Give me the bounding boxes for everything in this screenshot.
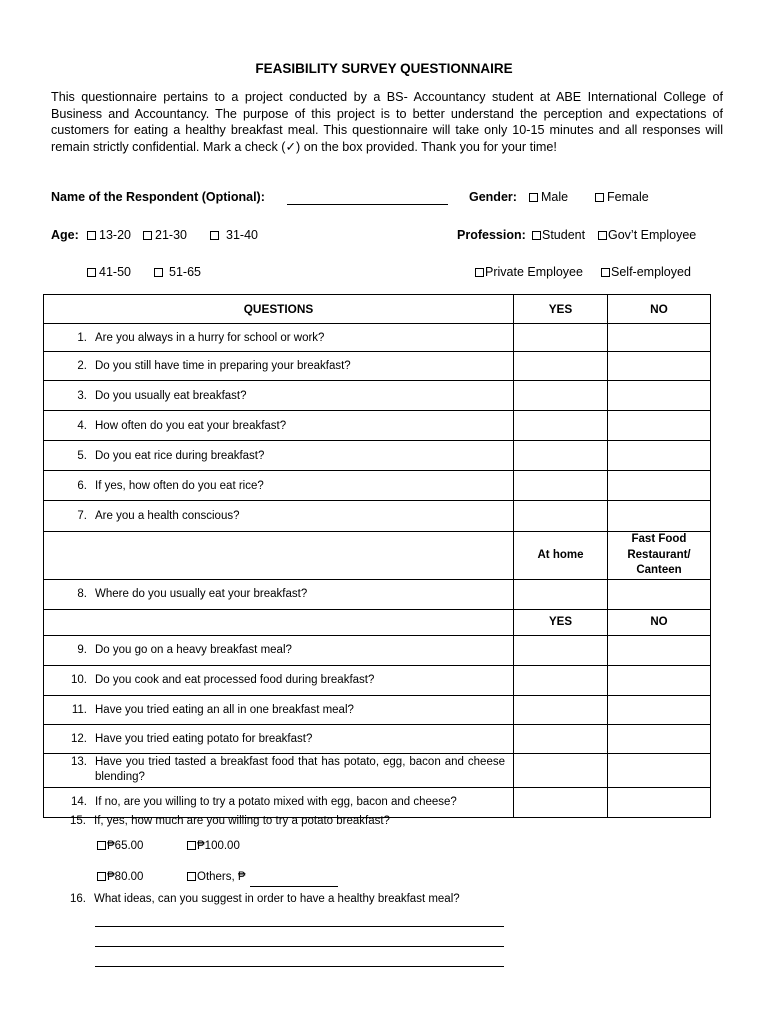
question-15: 15. If, yes, how much are you willing to try a potato breakfast? — [70, 815, 390, 827]
age-option-51-65[interactable]: 51-65 — [154, 265, 201, 279]
others-price-field[interactable] — [250, 886, 338, 887]
yes-answer-cell[interactable] — [514, 635, 608, 665]
table-row — [44, 441, 711, 471]
yes-answer-cell[interactable] — [514, 724, 608, 753]
price-option-80[interactable]: ₱80.00 — [97, 871, 143, 883]
no-answer-cell[interactable] — [608, 753, 711, 787]
questions-header: QUESTIONS — [44, 295, 514, 324]
question-cell: 14. If no, are you willing to try a potato mixed with egg, bacon and cheese? — [44, 787, 514, 817]
no-answer-cell[interactable] — [608, 695, 711, 724]
page-title: FEASIBILITY SURVEY QUESTIONNAIRE — [255, 61, 513, 76]
checkbox-icon[interactable] — [187, 841, 196, 850]
checkbox-icon[interactable] — [210, 231, 219, 240]
table-row — [44, 665, 711, 695]
question-cell: 12. Have you tried eating potato for breakfast? — [44, 724, 514, 753]
table-row — [44, 471, 711, 501]
table-row — [44, 753, 711, 787]
question-cell: 7. Are you a health conscious? — [44, 501, 514, 532]
answer-line[interactable] — [95, 926, 504, 927]
at-home-answer-cell[interactable] — [514, 579, 608, 609]
price-option-others[interactable]: Others, ₱ — [187, 871, 246, 883]
no-answer-cell[interactable] — [608, 411, 711, 441]
yes-answer-cell[interactable] — [514, 471, 608, 501]
checkbox-icon[interactable] — [97, 872, 106, 881]
no-answer-cell[interactable] — [608, 352, 711, 381]
question-cell: 4. How often do you eat your breakfast? — [44, 411, 514, 441]
fast-food-answer-cell[interactable] — [608, 579, 711, 609]
subheader-row — [44, 609, 711, 635]
checkbox-icon[interactable] — [595, 193, 604, 202]
question-16: 16. What ideas, can you suggest in order to have a healthy breakfast meal? — [70, 893, 460, 905]
question-cell: 11. Have you tried eating an all in one breakfast meal? — [44, 695, 514, 724]
yes-answer-cell[interactable] — [514, 381, 608, 411]
age-option-13-20[interactable]: 13-20 — [87, 228, 131, 242]
checkbox-icon[interactable] — [187, 872, 196, 881]
price-option-100[interactable]: ₱100.00 — [187, 840, 240, 852]
no-answer-cell[interactable] — [608, 501, 711, 532]
table-row — [44, 381, 711, 411]
table-row — [44, 724, 711, 753]
table-row — [44, 411, 711, 441]
answer-line[interactable] — [95, 966, 504, 967]
at-home-header: At home — [514, 532, 608, 580]
question-cell: 13. Have you tried tasted a breakfast food that has potato, egg, bacon and cheese blending? — [44, 753, 514, 787]
no-answer-cell[interactable] — [608, 471, 711, 501]
gender-option-male[interactable]: Male — [529, 190, 568, 204]
checkbox-icon[interactable] — [601, 268, 610, 277]
checkbox-icon[interactable] — [97, 841, 106, 850]
table-row — [44, 501, 711, 532]
age-option-31-40[interactable]: 31-40 — [210, 228, 258, 242]
yes-answer-cell[interactable] — [514, 352, 608, 381]
yes-answer-cell[interactable] — [514, 665, 608, 695]
age-label: Age: — [51, 228, 79, 242]
checkbox-icon[interactable] — [532, 231, 541, 240]
yes-answer-cell[interactable] — [514, 324, 608, 352]
profession-label: Profession: — [457, 228, 526, 242]
place-header-row — [44, 532, 711, 580]
respondent-name-label: Name of the Respondent (Optional): — [51, 190, 265, 204]
table-row — [44, 352, 711, 381]
yes-answer-cell[interactable] — [514, 753, 608, 787]
checkbox-icon[interactable] — [154, 268, 163, 277]
question-cell: 10. Do you cook and eat processed food during breakfast? — [44, 665, 514, 695]
respondent-name-field[interactable] — [287, 204, 448, 205]
question-cell: 3. Do you usually eat breakfast? — [44, 381, 514, 411]
no-answer-cell[interactable] — [608, 724, 711, 753]
yes-answer-cell[interactable] — [514, 441, 608, 471]
no-header: NO — [608, 295, 711, 324]
age-option-41-50[interactable]: 41-50 — [87, 265, 131, 279]
checkbox-icon[interactable] — [475, 268, 484, 277]
table-header-row — [44, 295, 711, 324]
age-option-21-30[interactable]: 21-30 — [143, 228, 187, 242]
yes-answer-cell[interactable] — [514, 411, 608, 441]
no-answer-cell[interactable] — [608, 665, 711, 695]
yes-answer-cell[interactable] — [514, 501, 608, 532]
yes-answer-cell[interactable] — [514, 695, 608, 724]
question-cell: 9. Do you go on a heavy breakfast meal? — [44, 635, 514, 665]
no-answer-cell[interactable] — [608, 441, 711, 471]
intro-paragraph: This questionnaire pertains to a project conducted by a BS- Accountancy student at ABE International College of Business and Accountancy. The purpose of this project is to better understand the perception and expectations of customers for eating a healthy breakfast meal. This questionnaire will take only 10-15 minutes and all responses will remain strictly confidential. Mark a check (✓) on the box provided. Thank you for your time! — [51, 90, 723, 154]
checkbox-icon[interactable] — [87, 268, 96, 277]
no-subheader: NO — [608, 609, 711, 635]
profession-option-self-employed[interactable]: Self-employed — [601, 265, 691, 279]
gender-option-female[interactable]: Female — [595, 190, 649, 204]
no-answer-cell[interactable] — [608, 381, 711, 411]
yes-header: YES — [514, 295, 608, 324]
no-answer-cell[interactable] — [608, 787, 711, 817]
yes-subheader: YES — [514, 609, 608, 635]
question-cell: 6. If yes, how often do you eat rice? — [44, 471, 514, 501]
table-row — [44, 695, 711, 724]
gender-label: Gender: — [469, 190, 517, 204]
price-option-65[interactable]: ₱65.00 — [97, 840, 143, 852]
question-cell: 8. Where do you usually eat your breakfast? — [44, 579, 514, 609]
table-row — [44, 635, 711, 665]
questions-table — [43, 294, 711, 818]
checkbox-icon[interactable] — [143, 231, 152, 240]
no-answer-cell[interactable] — [608, 635, 711, 665]
no-answer-cell[interactable] — [608, 324, 711, 352]
question-cell: 5. Do you eat rice during breakfast? — [44, 441, 514, 471]
table-row — [44, 787, 711, 817]
checkbox-icon[interactable] — [87, 231, 96, 240]
profession-option-govt-employee[interactable]: Gov’t Employee — [598, 228, 696, 242]
table-row — [44, 579, 711, 609]
checkbox-icon[interactable] — [598, 231, 607, 240]
table-row — [44, 324, 711, 352]
fast-food-header: Fast Food Restaurant/ Canteen — [608, 532, 711, 580]
question-cell: 2. Do you still have time in preparing your breakfast? — [44, 352, 514, 381]
answer-line[interactable] — [95, 946, 504, 947]
question-cell: 1. Are you always in a hurry for school or work? — [44, 324, 514, 352]
profession-option-student[interactable]: Student — [532, 228, 585, 242]
yes-answer-cell[interactable] — [514, 787, 608, 817]
profession-option-private-employee[interactable]: Private Employee — [475, 265, 583, 279]
checkbox-icon[interactable] — [529, 193, 538, 202]
